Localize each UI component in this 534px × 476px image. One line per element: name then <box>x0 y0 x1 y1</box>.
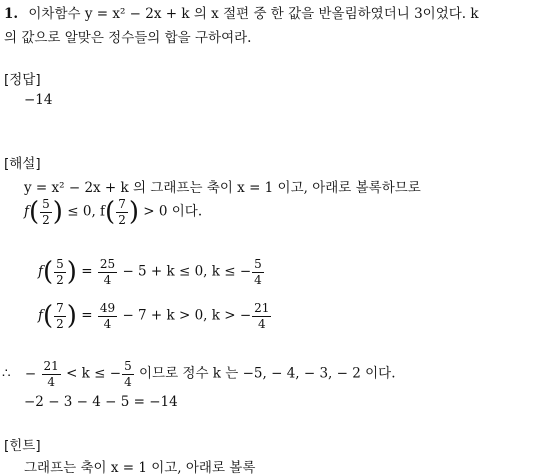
hint-header: [힌트] <box>4 438 41 454</box>
problem-text-1: 이차함수 y = x² − 2x + k 의 x 절편 중 한 값을 반올림하였더니 3이었다. k <box>28 6 479 22</box>
f-symbol: f <box>24 203 29 220</box>
problem-line-1 <box>4 2 479 22</box>
solution-line-2-mid: ≤ 0, f <box>67 203 106 220</box>
conclusion-line: ∴ − $\frac{21}{4}$ < k ≤ − $\frac{5}{4}$ 이므로 정수 k 는 −5, − 4, − 3, − 2 이다. <box>2 359 396 389</box>
hint-text: 그래프는 축이 x = 1 이고, 아래로 볼록 <box>24 460 256 476</box>
problem-text-2: 의 값으로 알맞은 정수들의 합을 구하여라. <box>4 30 252 46</box>
solution-line-1: y = x² − 2x + k 의 그래프는 축이 x = 1 이고, 아래로 볼록하므로 <box>24 180 421 196</box>
equation-2: f( $\frac{7}{2}$ ) = $\frac{49}{4}$ − 7 + k > 0, k > − $\frac{21}{4}$ <box>38 301 270 332</box>
answer-value: −14 <box>24 92 53 108</box>
equation-1: f( $\frac{5}{2}$ ) = $\frac{25}{4}$ − 5 + k ≤ 0, k ≤ − $\frac{5}{4}$ <box>38 257 262 288</box>
problem-number: 1. <box>4 6 19 22</box>
answer-header: [정답] <box>4 72 41 88</box>
solution-line-2-post: > 0 이다. <box>143 203 203 220</box>
fraction-a: $\frac{5}{2}$ <box>42 197 50 227</box>
sum-line: −2 − 3 − 4 − 5 = −14 <box>24 394 178 410</box>
fraction-b: $\frac{7}{2}$ <box>118 197 126 227</box>
solution-line-2: f( $\frac{5}{2}$ ) ≤ 0, f( $\frac{7}{2}$ ) > 0 이다. <box>24 197 203 228</box>
problem-line-2 <box>4 26 251 46</box>
therefore-symbol: ∴ <box>2 365 11 382</box>
solution-header: [해설] <box>4 156 41 172</box>
